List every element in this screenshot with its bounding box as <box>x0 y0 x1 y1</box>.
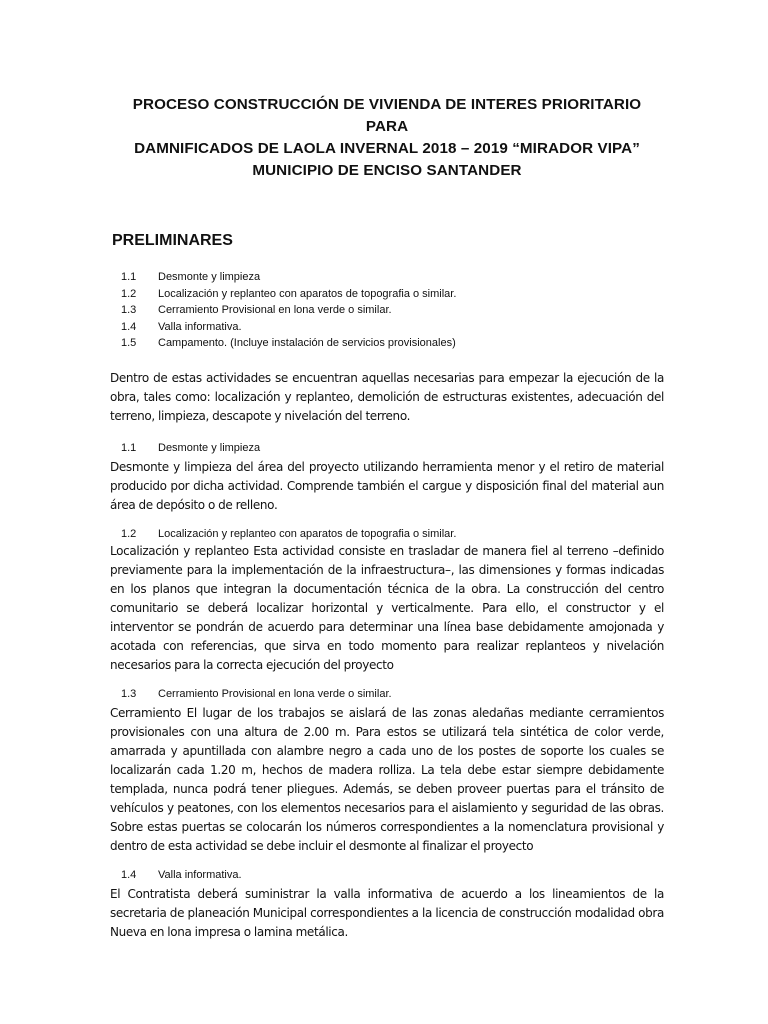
item-heading-valla <box>110 867 664 883</box>
section-heading: PRELIMINARES <box>112 232 233 249</box>
item-paragraph-valla: El Contratista deberá suministrar la valla informativa de acuerdo a los lineamientos de la secretaria de planeación Municipal correspondientes a la licencia de construcción modalidad obra Nueva en lona impresa o lamina metálica. <box>110 886 664 939</box>
outline-item-label: Cerramiento Provisional en lona verde o similar. <box>158 304 392 316</box>
outline-item-number: 1.3 <box>121 304 137 316</box>
item-number: 1.3 <box>121 687 137 700</box>
outline-item-label: Valla informativa. <box>158 320 242 333</box>
item-label: Cerramiento Provisional en lona verde o similar. <box>158 687 392 700</box>
title-line-3: MUNICIPIO DE ENCISO SANTANDER <box>252 162 522 179</box>
outline-item <box>110 286 664 303</box>
outline-item-number: 1.5 <box>121 337 137 349</box>
item-label: Valla informativa. <box>158 868 242 881</box>
outline-item <box>110 335 664 352</box>
item-paragraph-localizacion: Localización y replanteo Esta actividad consiste en trasladar de manera fiel al terreno –definido previamente para la implementación de la infraestructura–, las dimensiones y formas indicadas en los planos que integran la documentación técnica de la obra. La construcción del centro comunitario se deberá localizar horizontal y verticalmente. Para ello, el constructor y el interventor se pondrán de acuerdo para determinar una línea base debidamente amojonada y acotada con referencias, que sirva en todo momento para realizar replanteos y nivelación necesarios para la correcta ejecución del proyecto <box>110 543 664 672</box>
item-heading-localizacion <box>110 526 664 542</box>
item-paragraph-cerramiento: Cerramiento El lugar de los trabajos se aislará de las zonas aledañas mediante cerramientos provisionales con una altura de 2.00 m. Para estos se utilizará tela sintética de color verde, amarrada y apuntillada con alambre negro a cada uno de los postes de soporte los cuales se localizarán cada 1.20 m, hechos de madera rolliza. La tela debe estar siempre debidamente templada, nunca podrá tener pliegues. Además, se deben proveer puertas para el tránsito de vehículos y peatones, con los elementos necesarios para el aislamiento y seguridad de las obras. Sobre estas puertas se colocarán los números correspondientes a la nomenclatura provisional y dentro de esta actividad se debe incluir el desmonte al finalizar el proyecto <box>110 705 664 853</box>
item-label: Localización y replanteo con aparatos de topografia o similar. <box>158 527 457 540</box>
section-outline <box>110 269 664 352</box>
item-number: 1.1 <box>121 441 137 454</box>
item-number: 1.2 <box>121 527 137 540</box>
outline-item-number: 1.2 <box>121 287 137 300</box>
title-line-1: PROCESO CONSTRUCCIÓN DE VIVIENDA DE INTERES PRIORITARIO PARA <box>132 96 642 135</box>
outline-item-label: Desmonte y limpieza <box>158 271 261 283</box>
intro-paragraph: Dentro de estas actividades se encuentran aquellas necesarias para empezar la ejecución de la obra, tales como: localización y replanteo, demolición de estructuras existentes, adecuación del terreno, limpieza, descapote y nivelación del terreno. <box>110 370 664 423</box>
outline-item-number: 1.1 <box>121 271 137 283</box>
outline-item-number: 1.4 <box>121 320 137 333</box>
item-paragraph-desmonte: Desmonte y limpieza del área del proyecto utilizando herramienta menor y el retiro de material producido por dicha actividad. Comprende también el cargue y disposición final del material aun área de depósito o de relleno. <box>110 459 664 512</box>
outline-item <box>110 319 664 336</box>
outline-item <box>110 302 664 319</box>
title-line-2: DAMNIFICADOS DE LAOLA INVERNAL 2018 – 2019 “MIRADOR VIPA” <box>134 140 640 157</box>
document-title <box>110 94 664 182</box>
outline-item <box>110 269 664 286</box>
outline-item-label: Campamento. (Incluye instalación de servicios provisionales) <box>158 337 456 349</box>
item-number: 1.4 <box>121 868 137 881</box>
outline-item-label: Localización y replanteo con aparatos de topografia o similar. <box>158 287 457 300</box>
item-label: Desmonte y limpieza <box>158 441 261 454</box>
item-heading-desmonte <box>110 440 664 456</box>
item-heading-cerramiento <box>110 686 664 702</box>
